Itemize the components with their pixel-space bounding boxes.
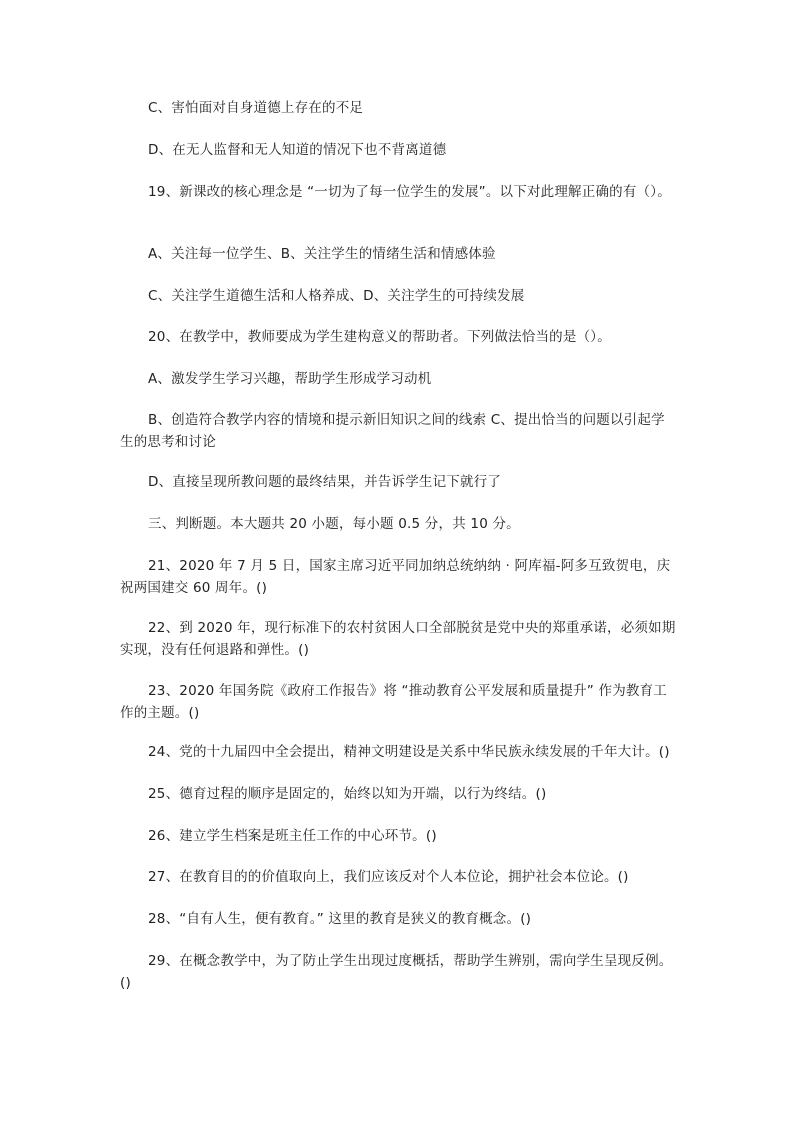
options-bc-q20-line1: B、创造符合教学内容的情境和提示新旧知识之间的线索 C、提出恰当的问题以引起学 <box>148 412 665 428</box>
question-21-line1: 21、2020 年 7 月 5 日，国家主席习近平同加纳总统纳纳 · 阿库福-阿多互致贺电，庆 <box>148 558 671 574</box>
question-22-line2: 实现，没有任何退路和弹性。() <box>120 642 310 658</box>
question-26: 26、建立学生档案是班主任工作的中心环节。() <box>148 828 437 844</box>
question-21 <box>120 555 680 599</box>
question-23-line1: 23、2020 年国务院《政府工作报告》将 “推动教育公平发展和质量提升” 作为教育工 <box>148 683 667 699</box>
option-a-q20: A、激发学生学习兴趣，帮助学生形成学习动机 <box>148 371 432 387</box>
options-bc-q20-line2: 生的思考和讨论 <box>120 434 216 450</box>
question-29-line2: () <box>120 975 131 991</box>
options-bc-q20 <box>120 409 680 453</box>
options-ab-q19: A、关注每一位学生、B、关注学生的情绪生活和情感体验 <box>148 246 496 262</box>
option-d-q20: D、直接呈现所教问题的最终结果，并告诉学生记下就行了 <box>148 474 502 490</box>
option-d-q18: D、在无人监督和无人知道的情况下也不背离道德 <box>148 142 447 158</box>
question-28: 28、“自有人生，便有教育。” 这里的教育是狭义的教育概念。() <box>148 911 532 927</box>
question-27: 27、在教育目的的价值取向上，我们应该反对个人本位论，拥护社会本位论。() <box>148 869 629 885</box>
question-29-line1: 29、在概念教学中，为了防止学生出现过度概括，帮助学生辨别，需向学生呈现反例。 <box>148 953 673 969</box>
question-29 <box>120 950 680 994</box>
option-c-q18: C、害怕面对自身道德上存在的不足 <box>148 100 364 116</box>
question-22 <box>120 617 680 661</box>
question-19: 19、新课改的核心理念是 “一切为了每一位学生的发展”。以下对此理解正确的有（）。 <box>148 184 671 200</box>
question-23 <box>120 680 680 724</box>
question-25: 25、德育过程的顺序是固定的，始终以知为开端，以行为终结。() <box>148 786 547 802</box>
question-22-line1: 22、到 2020 年，现行标准下的农村贫困人口全部脱贫是党中央的郑重承诺，必须如期 <box>148 620 676 636</box>
question-20: 20、在教学中，教师要成为学生建构意义的帮助者。下列做法恰当的是（）。 <box>148 329 611 345</box>
question-24: 24、党的十九届四中全会提出，精神文明建设是关系中华民族永续发展的千年大计。() <box>148 744 670 760</box>
question-21-line2: 祝两国建交 60 周年。() <box>120 580 268 596</box>
options-cd-q19: C、关注学生道德生活和人格养成、D、关注学生的可持续发展 <box>148 288 525 304</box>
question-23-line2: 作的主题。() <box>120 705 200 721</box>
section-heading-true-false: 三、判断题。本大题共 20 小题，每小题 0.5 分，共 10 分。 <box>148 516 520 532</box>
